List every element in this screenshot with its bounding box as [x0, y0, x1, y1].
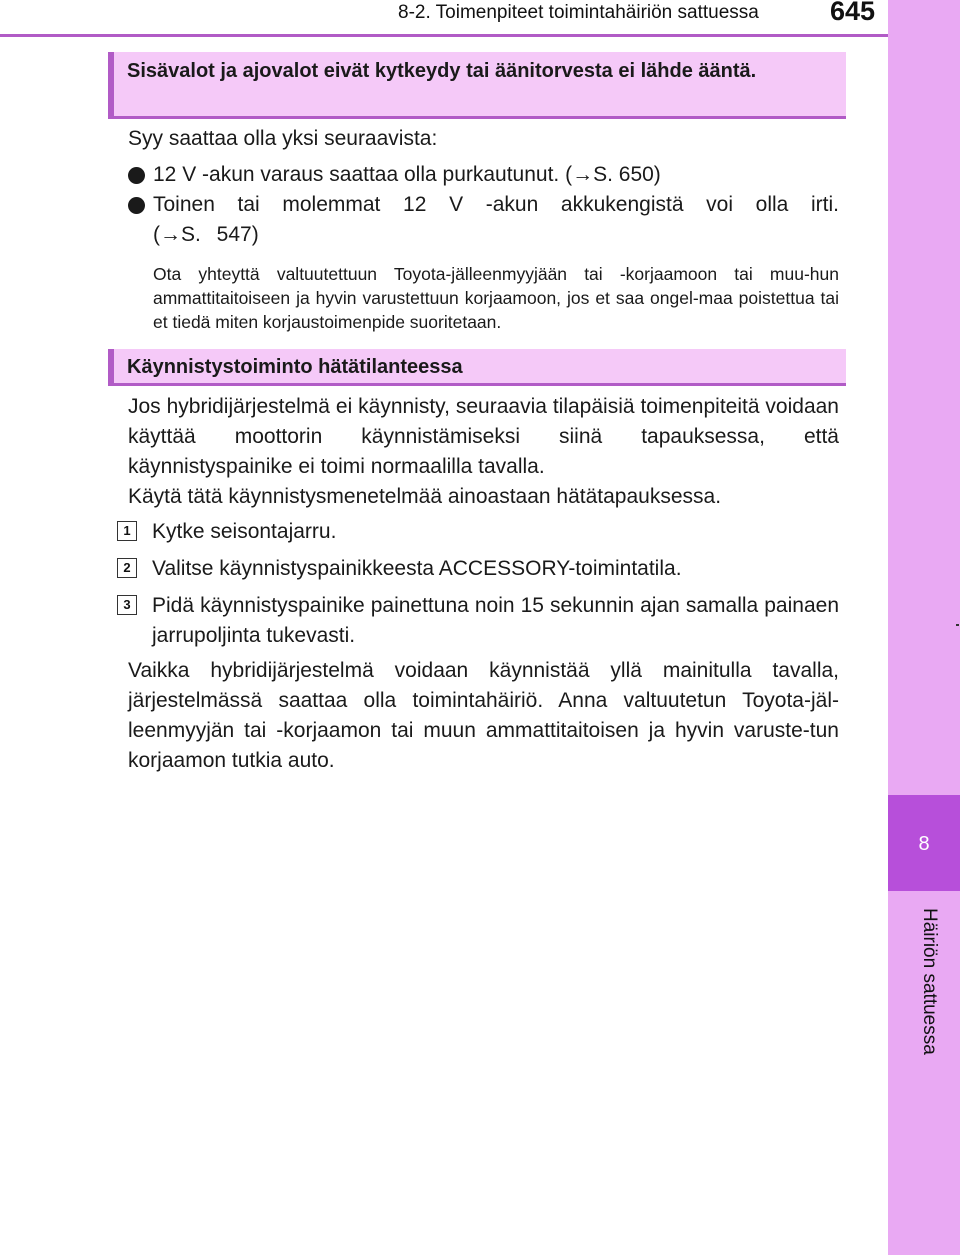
bullet-item: Toinen tai molemmat 12 V -akun akkukengistä voi olla irti. (→S. 547): [153, 193, 839, 246]
step-text: Pidä käynnistyspainike painettuna noin 15 sekunnin ajan samalla painaen jarrupoljinta tukevasti.: [152, 594, 839, 647]
note-text: Ota yhteyttä valtuutettuun Toyota-jälleenmyyjään tai -korjaamoon tai muu-hun ammattitaitoiseen ja hyvin varustettuun korjaamoon, jos et saa ongel-maa poistettua tai et tiedä miten korjaustoimenpide suoritetaan.: [153, 264, 839, 332]
chapter-title: Häiriön sattuessa: [919, 908, 940, 1055]
chapter-number: 8: [918, 833, 930, 855]
paragraph: Jos hybridijärjestelmä ei käynnisty, seuraavia tilapäisiä toimenpiteitä voidaan käyttää moottorin käynnistämiseksi siinä tapauksessa, että käynnistyspainike ei toimi normaalilla tavalla.: [128, 395, 839, 478]
chapter-side-band: [888, 0, 960, 1255]
step-text: Kytke seisontajarru.: [152, 520, 337, 543]
intro-text: Syy saattaa olla yksi seuraavista:: [128, 127, 438, 150]
step-number-box: 2: [117, 558, 137, 578]
edge-mark: [956, 624, 959, 626]
running-header-title: 8-2. Toimenpiteet toimintahäiriön sattuessa: [398, 2, 759, 23]
bullet-icon: [128, 197, 145, 214]
section-heading: Sisävalot ja ajovalot eivät kytkeydy tai äänitorvesta ei lähde ääntä.: [127, 60, 757, 82]
header-divider: [0, 34, 888, 37]
section-heading: Käynnistystoiminto hätätilanteessa: [127, 356, 463, 378]
paragraph: Vaikka hybridijärjestelmä voidaan käynnistää yllä mainitulla tavalla, järjestelmässä saattaa olla toimintahäiriö. Anna valtuutetun Toyota-jäl-leenmyyjän tai -korjaamon tai muun ammattitaitoisen ja hyvin varuste-tun korjaamon tutkia auto.: [128, 659, 839, 772]
section-heading-box: [108, 349, 846, 386]
page-number: 645: [830, 0, 876, 26]
step-number-box: 3: [117, 595, 137, 615]
step-number-box: 1: [117, 521, 137, 541]
step-text: Valitse käynnistyspainikkeesta ACCESSORY-toimintatila.: [152, 557, 682, 580]
bullet-icon: [128, 167, 145, 184]
section-heading-box: [108, 52, 846, 119]
paragraph: Käytä tätä käynnistysmenetelmää ainoastaan hätätapauksessa.: [128, 485, 722, 508]
bullet-item: 12 V -akun varaus saattaa olla purkautunut. (→S. 650): [153, 163, 661, 186]
